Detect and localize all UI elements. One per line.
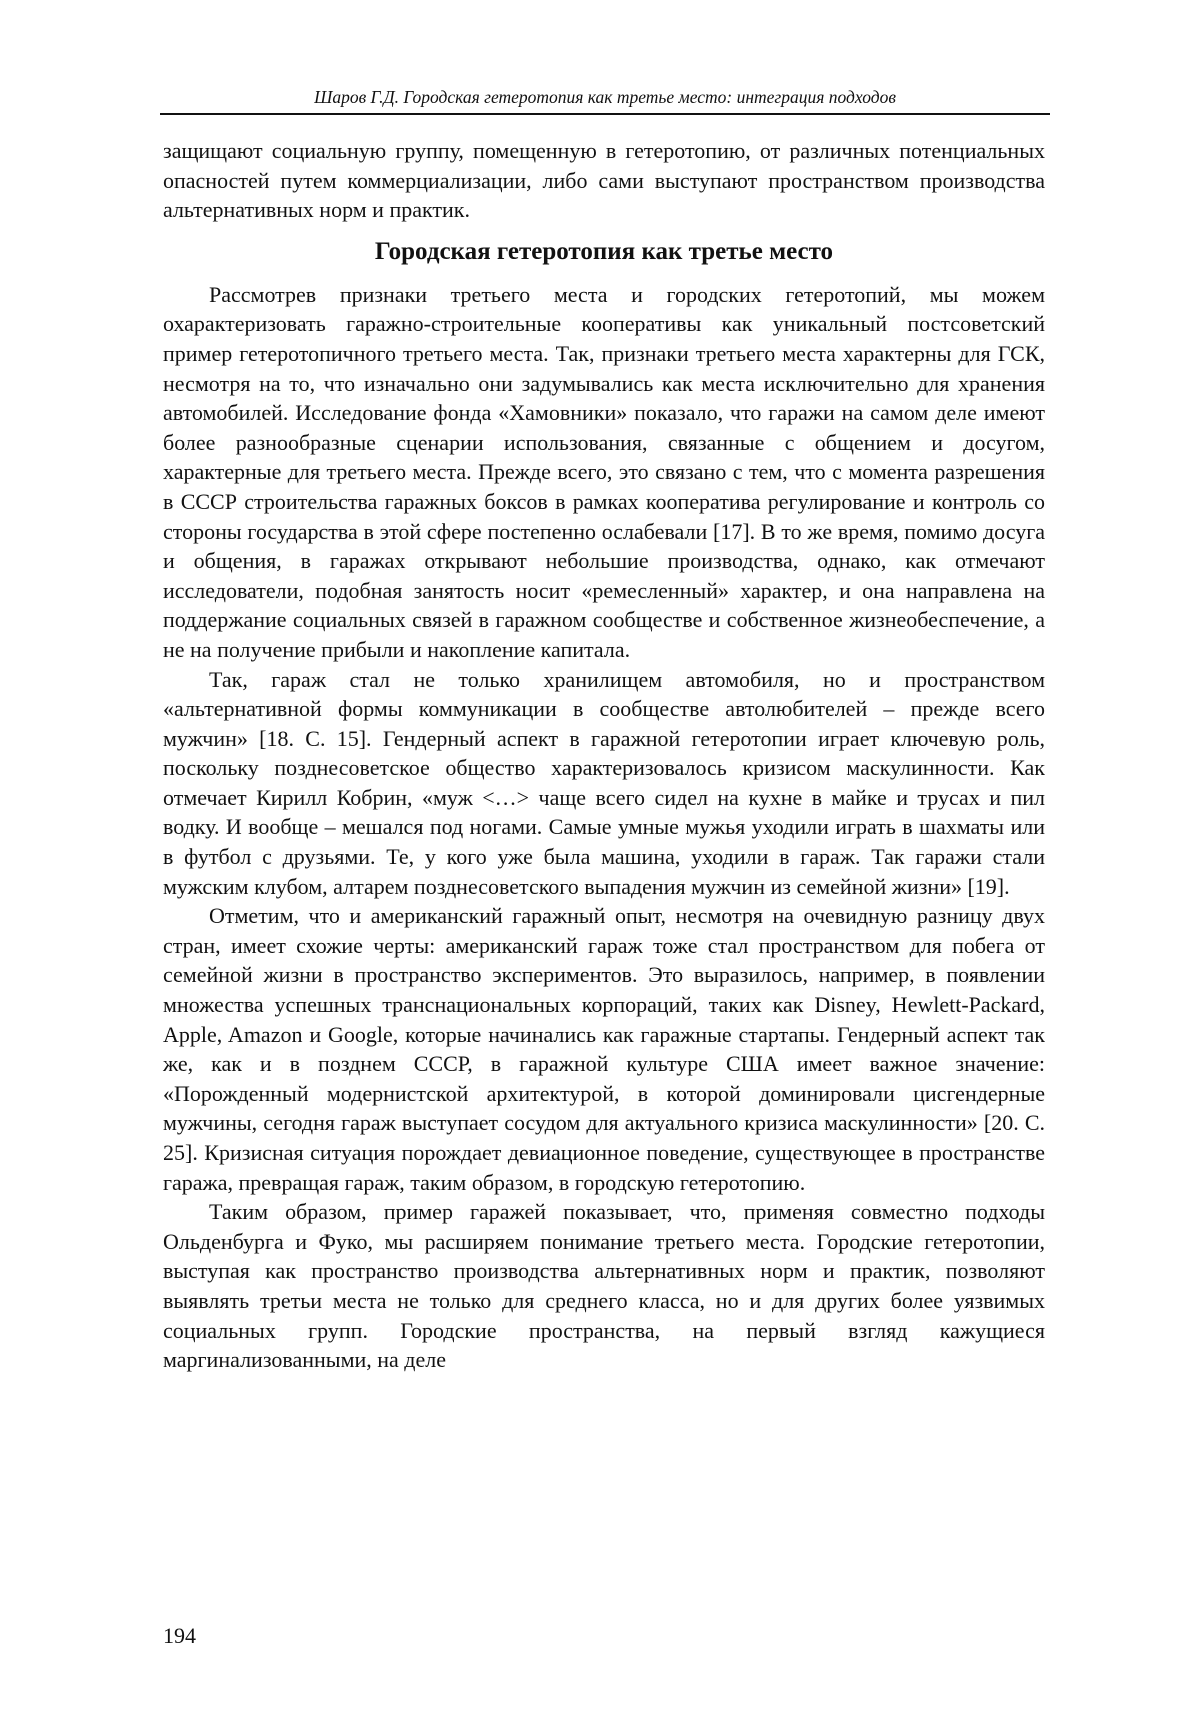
paragraph: Так, гараж стал не только хранилищем автомобиля, но и пространством «альтернативной формы коммуникации в сообществе автолюбителей – прежде всего мужчин» [18. С. 15]. Гендерный аспект в гаражной гетеротопии играет ключевую роль, поскольку позднесоветское общество характеризовалось кризисом маскулинности. Как отмечает Кирилл Кобрин, «муж <…> чаще всего сидел на кухне в майке и трусах и пил водку. И вообще – мешался под ногами. Самые умные мужья уходили играть в шахматы или в футбол с друзьями. Те, у кого уже была машина, уходили в гараж. Так гаражи стали мужским клубом, алтарем позднесоветского выпадения мужчин из семейной жизни» [19]. — [163, 666, 1045, 899]
paragraph-continuation: защищают социальную группу, помещенную в гетеротопию, от различных потенциальных опасностей путем коммерциализации, либо сами выступают пространством производства альтернативных норм и практик. — [163, 138, 1045, 223]
paragraph: Таким образом, пример гаражей показывает, что, применяя совместно подходы Ольденбурга и Фуко, мы расширяем понимание третьего места. Городские гетеротопии, выступая как пространство производства альтернативных норм и практик, позволяют выявлять третьи места не только для среднего класса, но и для других более уязвимых социальных групп. Городские пространства, на первый взгляд кажущиеся маргинализованными, на деле — [163, 1199, 1045, 1373]
running-header: Шаров Г.Д. Городская гетеротопия как третье место: интеграция подходов — [314, 87, 896, 107]
header-divider — [160, 113, 1050, 115]
section-heading: Городская гетеротопия как третье место — [374, 237, 834, 265]
paragraph: Рассмотрев признаки третьего места и городских гетеротопий, мы можем охарактеризовать гаражно-строительные кооперативы как уникальный постсоветский пример гетеротопичного третьего места. Так, признаки третьего места характерны для ГСК, несмотря на то, что изначально они задумывались как места исключительно для хранения автомобилей. Исследование фонда «Хамовники» показало, что гаражи на самом деле имеют более разнообразные сценарии использования, связанные с общением и досугом, характерные для третьего места. Прежде всего, это связано с тем, что с момента разрешения в СССР строительства гаражных боксов в рамках кооператива регулирование и контроль со стороны государства в этой сфере постепенно ослабевали [17]. В то же время, помимо досуга и общения, в гаражах открывают небольшие производства, однако, как отмечают исследователи, подобная занятость носит «ремесленный» характер, и она направлена на поддержание социальных связей в гаражном сообществе и собственное жизнеобеспечение, а не на получение прибыли и накопление капитала. — [163, 281, 1045, 662]
article-body — [163, 136, 1045, 1375]
page-number: 194 — [163, 1623, 196, 1648]
paragraph: Отметим, что и американский гаражный опыт, несмотря на очевидную разницу двух стран, имеет схожие черты: американский гараж тоже стал пространством для побега от семейной жизни в пространство экспериментов. Это выразилось, например, в появлении множества успешных транснациональных корпораций, таких как Disney, Hewlett-Packard, Apple, Amazon и Google, которые начинались как гаражные стартапы. Гендерный аспект так же, как и в позднем СССР, в гаражной культуре США имеет важное значение: «Порожденный модернистской архитектурой, в которой доминировали цисгендерные мужчины, сегодня гараж выступает сосудом для актуального кризиса маскулинности» [20. С. 25]. Кризисная ситуация порождает девиационное поведение, существующее в пространстве гаража, превращая гараж, таким образом, в городскую гетеротопию. — [163, 903, 1045, 1195]
